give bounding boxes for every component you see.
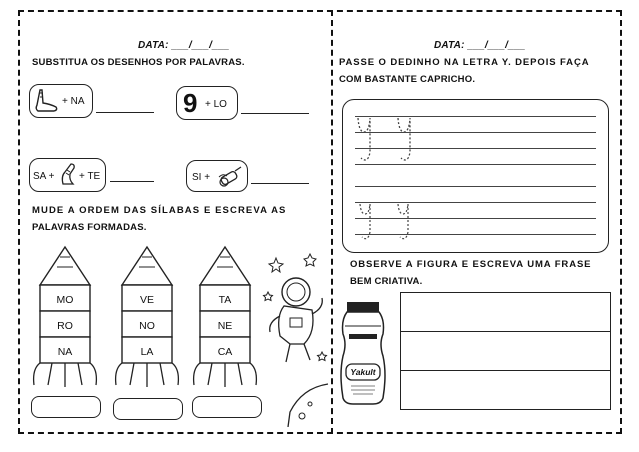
guide-line	[355, 148, 596, 149]
guide-line	[355, 116, 596, 117]
rocket-1-syllable-2: RO	[57, 320, 73, 332]
sentence-box-1[interactable]	[400, 292, 611, 332]
right-instruction-2-line-1: OBSERVE A FIGURA E ESCREVA UMA FRASE	[350, 259, 592, 270]
answer-line-1[interactable]	[96, 112, 154, 113]
left-instruction-2-line-1: MUDE A ORDEM DAS SÍLABAS E ESCREVA AS	[32, 205, 287, 216]
guide-line	[355, 132, 596, 133]
shoe-icon	[57, 162, 81, 193]
rebus-nine-suffix: + LO	[205, 99, 227, 110]
number-nine-icon: 9	[183, 88, 198, 118]
rebus-foot-box	[29, 84, 93, 118]
rebus-shoe-suffix: + TE	[79, 171, 101, 182]
handwriting-practice-box	[342, 99, 609, 253]
rocket-2-answer-box[interactable]	[113, 398, 183, 420]
rocket-3-answer-box[interactable]	[192, 396, 262, 418]
whistle-icon	[217, 163, 245, 194]
guide-line	[355, 164, 596, 165]
astronaut-icon	[262, 252, 330, 432]
answer-line-2[interactable]	[241, 113, 309, 114]
rocket-2-syllable-3: LA	[140, 346, 154, 358]
page-divider	[331, 10, 333, 434]
sentence-box-2[interactable]	[400, 331, 611, 371]
trace-letter-y-1[interactable]	[355, 114, 381, 171]
rocket-1	[30, 245, 100, 402]
rebus-shoe-box	[29, 158, 106, 192]
answer-line-4[interactable]	[251, 183, 309, 184]
foot-icon	[32, 87, 60, 120]
rebus-foot-suffix: + NA	[62, 96, 85, 107]
rocket-3-syllable-2: NE	[217, 320, 233, 332]
rocket-3-syllable-1: TA	[218, 294, 232, 306]
rebus-nine-box	[176, 86, 238, 120]
rocket-3-syllable-3: CA	[217, 346, 233, 358]
rebus-whistle-prefix: SI +	[192, 172, 211, 183]
right-instruction-1-line-1: PASSE O DEDINHO NA LETRA Y. DEPOIS FAÇA	[339, 57, 590, 68]
left-instruction-2-line-2: PALAVRAS FORMADAS.	[32, 222, 147, 233]
rocket-2-syllable-1: VE	[139, 294, 155, 306]
rocket-1-syllable-3: NA	[57, 346, 73, 358]
yakult-label: Yakult	[350, 367, 376, 377]
left-instruction-1: SUBSTITUA OS DESENHOS POR PALAVRAS.	[32, 57, 245, 68]
sentence-box-3[interactable]	[400, 370, 611, 410]
rocket-1-syllable-1: MO	[56, 294, 74, 306]
rebus-shoe-prefix: SA +	[33, 171, 55, 182]
guide-line	[355, 186, 596, 187]
guide-line	[355, 234, 596, 235]
left-date: DATA: ___/___/___	[138, 40, 230, 51]
rebus-whistle-box	[186, 160, 248, 192]
trace-letter-y-2[interactable]	[395, 114, 421, 171]
rocket-2	[112, 245, 182, 402]
guide-line	[355, 202, 596, 203]
trace-letter-y-4[interactable]	[395, 200, 417, 249]
yakult-bottle-icon	[337, 300, 389, 411]
guide-line	[355, 218, 596, 219]
right-date: DATA: ___/___/___	[434, 40, 526, 51]
rocket-3	[190, 245, 260, 402]
rocket-2-syllable-2: NO	[139, 320, 155, 332]
trace-letter-y-3[interactable]	[357, 200, 379, 249]
rocket-1-answer-box[interactable]	[31, 396, 101, 418]
answer-line-3[interactable]	[110, 181, 154, 182]
right-instruction-1-line-2: COM BASTANTE CAPRICHO.	[339, 74, 476, 85]
right-instruction-2-line-2: BEM CRIATIVA.	[350, 276, 423, 287]
